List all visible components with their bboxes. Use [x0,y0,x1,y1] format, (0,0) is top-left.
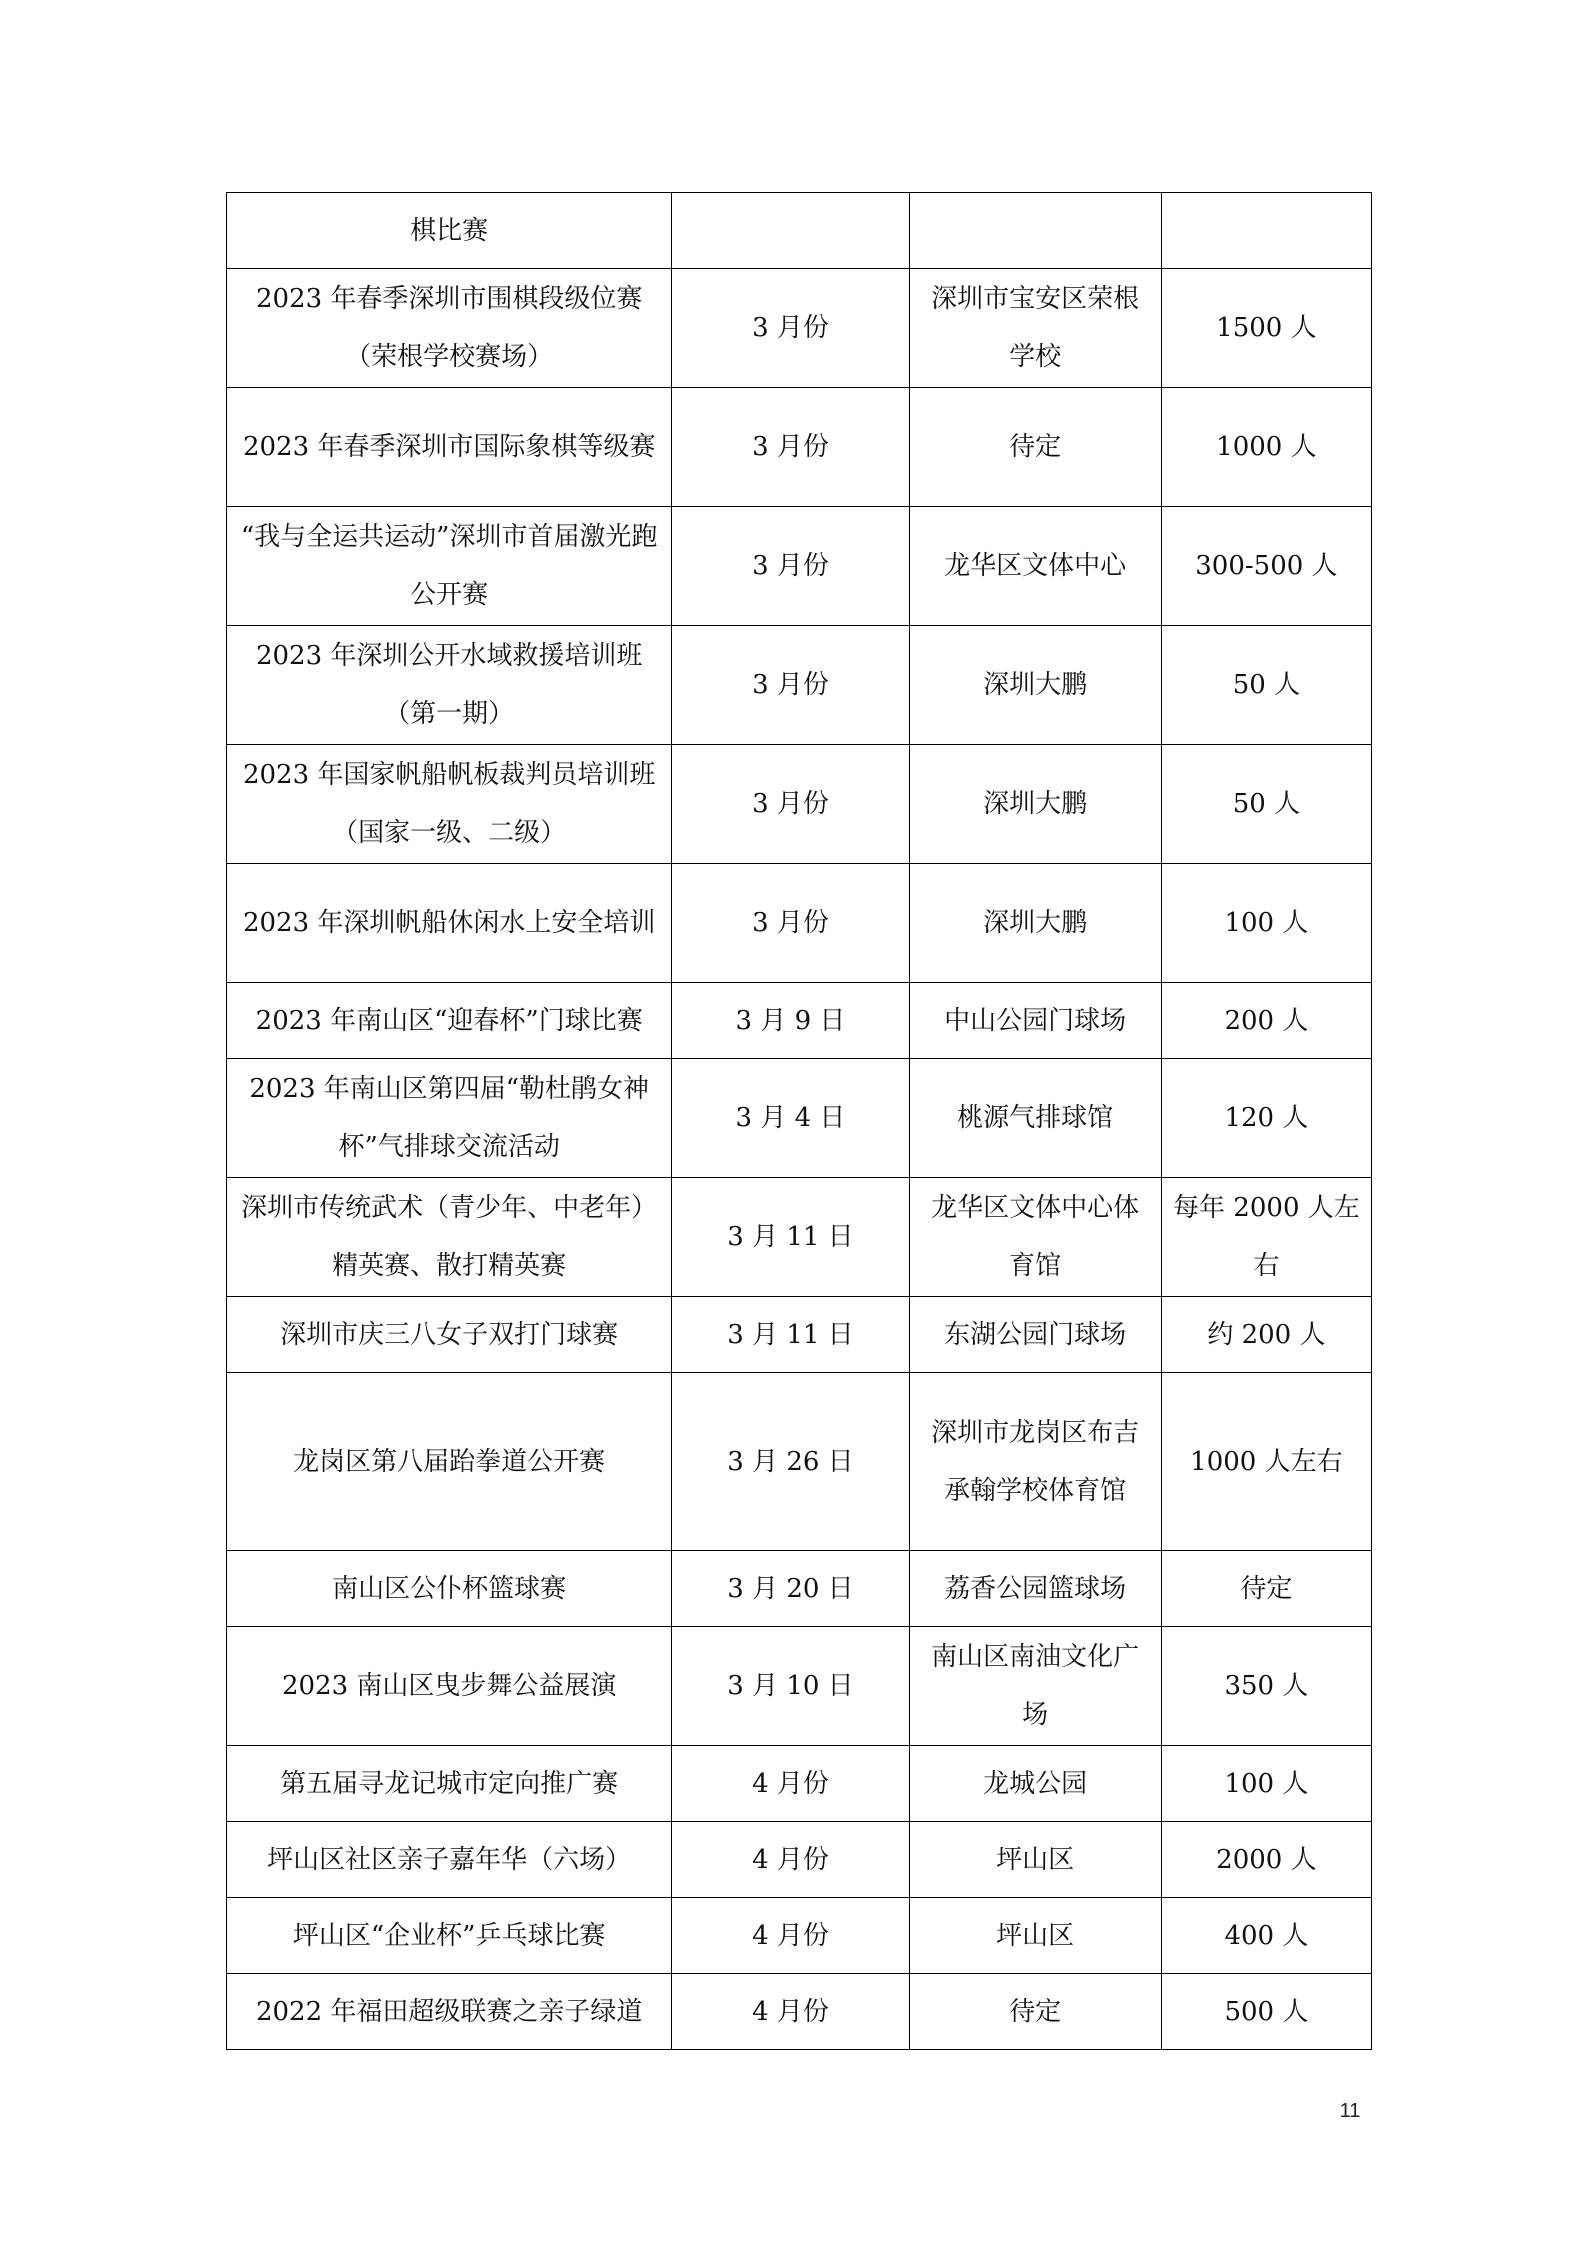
event-scale-cell: 400 人 [1161,1898,1371,1974]
event-venue-cell: 东湖公园门球场 [909,1297,1161,1373]
table-row [227,1898,1372,1974]
table-row [227,1059,1372,1178]
event-venue-cell: 坪山区 [909,1822,1161,1898]
event-time-cell: 3 月份 [672,507,909,626]
event-name-cell: 第五届寻龙记城市定向推广赛 [227,1746,672,1822]
event-time-cell: 3 月份 [672,864,909,983]
event-venue-cell: 深圳市龙岗区布吉承翰学校体育馆 [909,1373,1161,1551]
event-scale-cell: 100 人 [1161,864,1371,983]
event-name-cell: 深圳市庆三八女子双打门球赛 [227,1297,672,1373]
event-name-cell: 2023 年春季深圳市国际象棋等级赛 [227,388,672,507]
event-name-cell: 南山区公仆杯篮球赛 [227,1551,672,1627]
event-scale-cell: 待定 [1161,1551,1371,1627]
table-row [227,1178,1372,1297]
event-scale-cell: 约 200 人 [1161,1297,1371,1373]
table-row [227,193,1372,269]
event-scale-cell: 500 人 [1161,1974,1371,2050]
event-scale-cell [1161,193,1371,269]
event-time-cell: 3 月 26 日 [672,1373,909,1551]
event-venue-cell: 南山区南油文化广场 [909,1627,1161,1746]
event-venue-cell: 深圳市宝安区荣根学校 [909,269,1161,388]
table-row [227,1297,1372,1373]
event-time-cell: 3 月 11 日 [672,1297,909,1373]
table-row [227,745,1372,864]
event-name-cell: 2023 南山区曳步舞公益展演 [227,1627,672,1746]
event-name-cell: 2023 年深圳帆船休闲水上安全培训 [227,864,672,983]
event-name-cell: 2023 年南山区第四届“勒杜鹃女神杯”气排球交流活动 [227,1059,672,1178]
table-row [227,269,1372,388]
event-name-cell: “我与全运共运动”深圳市首届激光跑公开赛 [227,507,672,626]
event-time-cell: 4 月份 [672,1746,909,1822]
event-name-cell: 坪山区社区亲子嘉年华（六场） [227,1822,672,1898]
events-table [226,192,1372,2050]
event-name-cell: 2023 年国家帆船帆板裁判员培训班（国家一级、二级） [227,745,672,864]
event-venue-cell: 坪山区 [909,1898,1161,1974]
event-venue-cell: 桃源气排球馆 [909,1059,1161,1178]
event-name-cell: 深圳市传统武术（青少年、中老年）精英赛、散打精英赛 [227,1178,672,1297]
event-scale-cell: 每年 2000 人左右 [1161,1178,1371,1297]
event-scale-cell: 1000 人左右 [1161,1373,1371,1551]
event-time-cell: 4 月份 [672,1898,909,1974]
table-row [227,507,1372,626]
event-venue-cell: 待定 [909,1974,1161,2050]
event-scale-cell: 1500 人 [1161,269,1371,388]
event-name-cell: 2023 年深圳公开水域救援培训班（第一期） [227,626,672,745]
event-time-cell: 3 月 9 日 [672,983,909,1059]
event-time-cell: 3 月份 [672,388,909,507]
event-scale-cell: 1000 人 [1161,388,1371,507]
table-row [227,1551,1372,1627]
event-venue-cell: 龙华区文体中心体育馆 [909,1178,1161,1297]
table-row [227,1627,1372,1746]
event-name-cell: 龙岗区第八届跆拳道公开赛 [227,1373,672,1551]
event-time-cell: 3 月 20 日 [672,1551,909,1627]
table-row [227,1746,1372,1822]
event-time-cell: 4 月份 [672,1822,909,1898]
event-time-cell: 3 月 4 日 [672,1059,909,1178]
table-row [227,1373,1372,1551]
event-venue-cell: 深圳大鹏 [909,626,1161,745]
event-scale-cell: 120 人 [1161,1059,1371,1178]
table-row [227,626,1372,745]
event-venue-cell: 龙城公园 [909,1746,1161,1822]
event-time-cell: 4 月份 [672,1974,909,2050]
page-number: 11 [1339,2100,1361,2122]
event-scale-cell: 2000 人 [1161,1822,1371,1898]
event-name-cell: 2023 年南山区“迎春杯”门球比赛 [227,983,672,1059]
events-table-body [227,193,1372,2050]
event-time-cell: 3 月份 [672,269,909,388]
event-venue-cell: 荔香公园篮球场 [909,1551,1161,1627]
event-time-cell: 3 月份 [672,745,909,864]
event-name-cell: 2023 年春季深圳市围棋段级位赛（荣根学校赛场） [227,269,672,388]
event-name-cell: 棋比赛 [227,193,672,269]
event-venue-cell: 龙华区文体中心 [909,507,1161,626]
event-scale-cell: 50 人 [1161,745,1371,864]
event-scale-cell: 100 人 [1161,1746,1371,1822]
event-time-cell: 3 月份 [672,626,909,745]
table-row [227,1974,1372,2050]
table-row [227,1822,1372,1898]
event-name-cell: 坪山区“企业杯”乒乓球比赛 [227,1898,672,1974]
table-row [227,388,1372,507]
event-venue-cell: 待定 [909,388,1161,507]
event-venue-cell [909,193,1161,269]
event-scale-cell: 300-500 人 [1161,507,1371,626]
event-scale-cell: 350 人 [1161,1627,1371,1746]
event-scale-cell: 200 人 [1161,983,1371,1059]
table-row [227,864,1372,983]
event-venue-cell: 深圳大鹏 [909,745,1161,864]
event-name-cell: 2022 年福田超级联赛之亲子绿道 [227,1974,672,2050]
event-time-cell: 3 月 10 日 [672,1627,909,1746]
table-row [227,983,1372,1059]
event-venue-cell: 中山公园门球场 [909,983,1161,1059]
event-time-cell [672,193,909,269]
event-time-cell: 3 月 11 日 [672,1178,909,1297]
event-venue-cell: 深圳大鹏 [909,864,1161,983]
event-scale-cell: 50 人 [1161,626,1371,745]
